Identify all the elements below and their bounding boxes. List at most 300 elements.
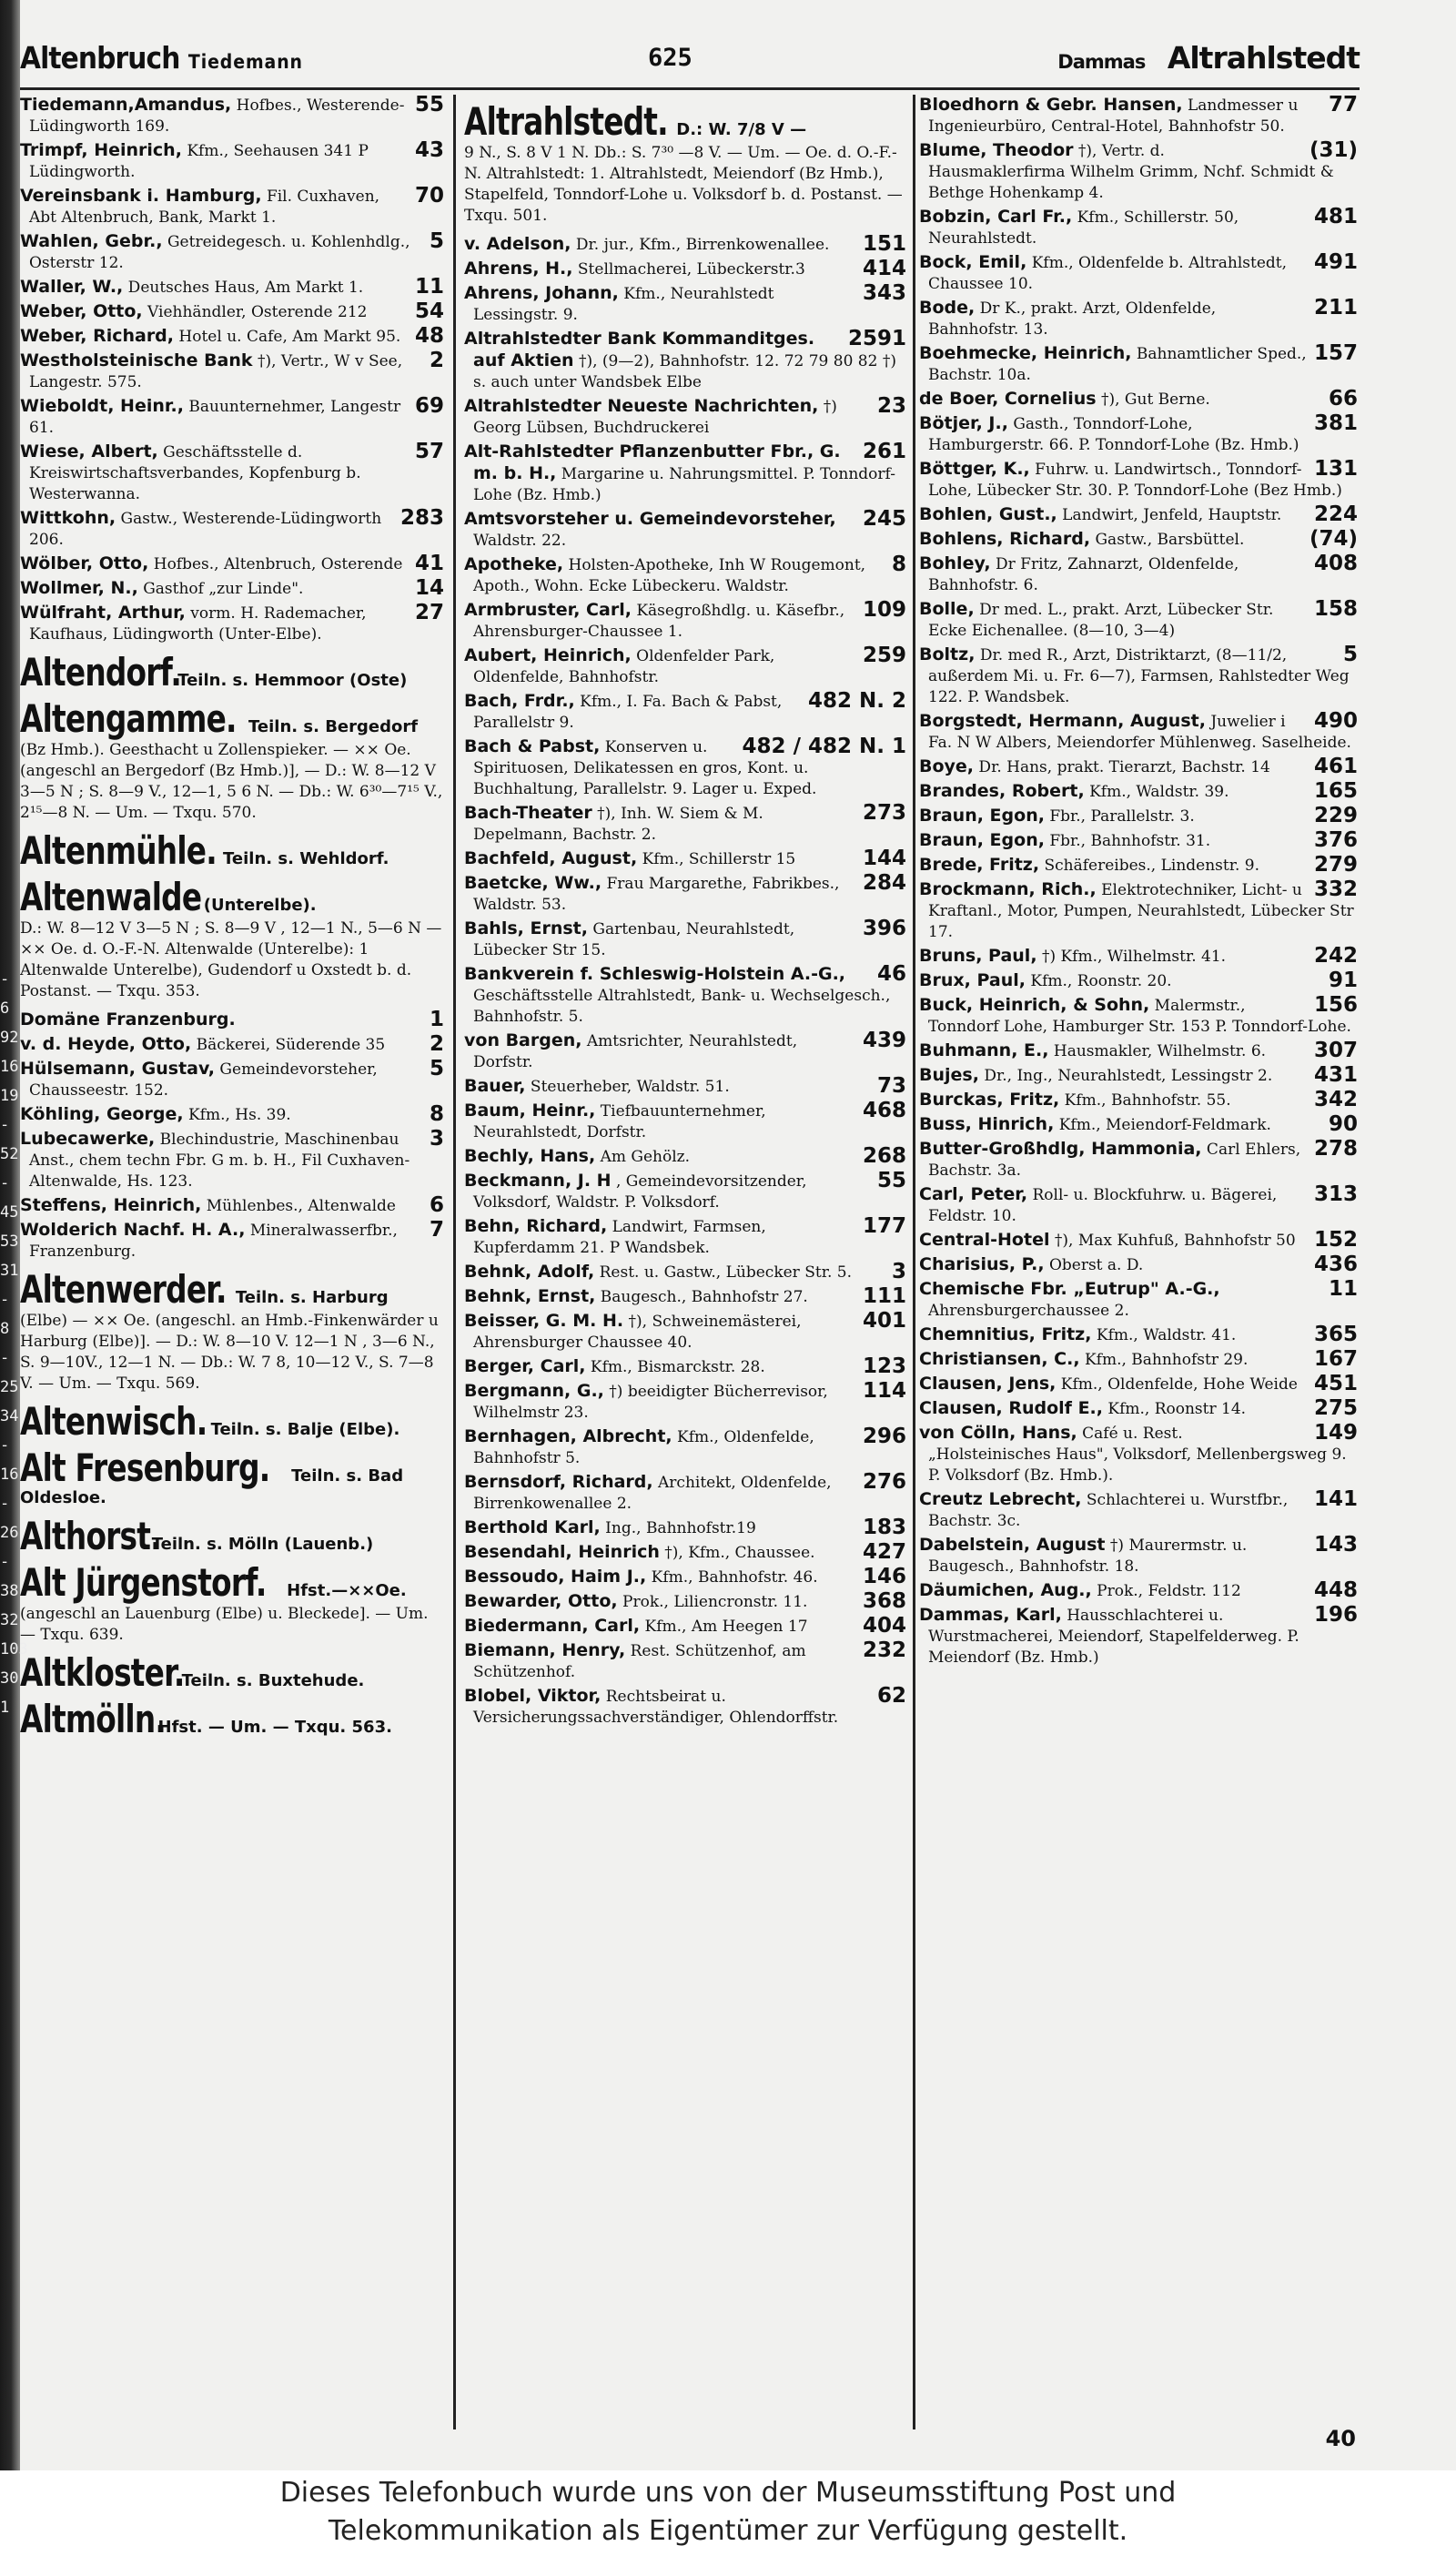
subscriber-name: Amtsvorsteher u. Gemeindevorsteher,	[464, 509, 836, 529]
subscriber-name: Buhmann, E.,	[919, 1040, 1049, 1060]
phone-number: 482 N. 2	[807, 689, 906, 713]
footer-mark: 40	[1325, 2426, 1356, 2451]
edge-number: 16	[0, 1058, 19, 1076]
phone-number: 167	[1313, 1347, 1358, 1371]
phone-number: 27	[414, 601, 444, 624]
subscriber-name: Ahrens, Johann,	[464, 283, 619, 303]
listing-entry	[464, 848, 908, 870]
place-reference: Teiln. s. Buxtehude.	[176, 1671, 365, 1690]
listing-entry	[464, 1311, 908, 1354]
phone-number: 279	[1313, 853, 1358, 877]
phone-number: 196	[1313, 1603, 1358, 1627]
subscriber-name: Behn, Richard,	[464, 1216, 608, 1236]
subscriber-details: Kfm., I. Fa. Bach & Pabst, Parallelstr 9.	[473, 693, 783, 732]
listing-entry	[919, 1139, 1360, 1182]
place-office-details: D.: W. 8—12 V 3—5 N ; S. 8—9 V , 12—1 N., 5—6 N — ×× Oe. d. O.-F.-N. Altenwalde (Unterelbe): 1 Altenwalde Unterelbe), Gudendorf u Oxstedt b. d. Postanst. — Txqu. 353.	[20, 919, 442, 1000]
listing-entry	[20, 396, 446, 439]
listing-entry	[919, 806, 1360, 827]
phone-number: 1	[429, 1008, 444, 1031]
phone-number: 90	[1328, 1112, 1358, 1136]
subscriber-name: Domäne Franzenburg.	[20, 1009, 236, 1030]
phone-number: 70	[414, 184, 444, 208]
subscriber-name: Clausen, Jens,	[919, 1374, 1057, 1394]
listing-entry	[464, 1286, 908, 1308]
edge-number: -	[0, 1116, 10, 1134]
subscriber-details: Blechindustrie, Maschinenbau Anst., chem techn Fbr. G m. b. H., Fil Cuxhaven-Altenwalde, Hs. 123.	[29, 1131, 410, 1191]
subscriber-details: Juwelier i Fa. N W Albers, Meiendorfer Mühlenweg. Saselheide.	[928, 713, 1351, 752]
listing-entry	[919, 298, 1360, 340]
place-heading	[20, 1560, 446, 1646]
listing-entry	[919, 389, 1360, 411]
subscriber-name: de Boer, Cornelius	[919, 389, 1097, 409]
subscriber-details: Kfm., Seehausen 341 P Lüdingworth.	[29, 142, 369, 181]
subscriber-details: Kfm., Oldenfelde, Bahnhofstr 5.	[473, 1428, 814, 1467]
edge-number: 1	[0, 1699, 10, 1717]
place-name: Altendorf.	[20, 650, 182, 695]
listing-entry	[919, 413, 1360, 456]
phone-number: 7	[429, 1218, 444, 1242]
phone-number: 46	[876, 962, 906, 986]
subscriber-details: Konserven u. Spirituosen, Delikatessen en gros, Kont. u. Buchhaltung, Parallelstr. 9. Lager u. Exped.	[473, 738, 817, 798]
subscriber-name: Ahrens, H.,	[464, 259, 573, 279]
edge-number: 38	[0, 1582, 19, 1600]
listing-entry	[464, 1262, 908, 1283]
subscriber-details: Margarine u. Nahrungsmittel. P. Tonndorf-Lohe (Bz. Hmb.)	[473, 465, 895, 504]
subscriber-details: Malermstr., Tonndorf Lohe, Hamburger Str. 153 P. Tonndorf-Lohe.	[928, 997, 1351, 1036]
phone-number: 144	[862, 847, 906, 870]
subscriber-name: Alt-Rahlstedter Pflanzenbutter Fbr., G. m. b. H.,	[464, 441, 841, 483]
subscriber-details: Bauunternehmer, Langestr 61.	[29, 398, 401, 437]
header-right-title: Altrahlstedt	[1167, 40, 1360, 76]
edge-number: 30	[0, 1669, 19, 1688]
phone-number: 11	[414, 275, 444, 299]
subscriber-details: vorm. H. Rademacher, Kaufhaus, Lüdingworth (Unter-Elbe).	[29, 604, 367, 644]
listing-entry	[919, 1254, 1360, 1276]
listing-entry	[464, 600, 908, 643]
listing-entry	[919, 1324, 1360, 1346]
listing-entry	[919, 529, 1360, 551]
subscriber-details: Schäfereibes., Lindenstr. 9.	[1039, 857, 1259, 875]
place-heading	[20, 1445, 446, 1509]
listing-entry	[919, 207, 1360, 249]
place-heading	[20, 696, 446, 824]
listing-entry	[464, 645, 908, 688]
phone-number: 6	[429, 1193, 444, 1217]
place-reference: Teiln. s. Harburg	[229, 1288, 389, 1307]
subscriber-details: Kfm., Schillerstr 15	[637, 850, 796, 868]
subscriber-details: Baugesch., Bahnhofstr 27.	[595, 1288, 808, 1306]
subscriber-name: Besendahl, Heinrich	[464, 1542, 660, 1562]
listing-entry	[464, 1426, 908, 1469]
phone-number: 165	[1313, 779, 1358, 803]
subscriber-name: Bohlen, Gust.,	[919, 504, 1057, 524]
subscriber-name: Bach, Frdr.,	[464, 691, 575, 711]
phone-number: 482 / 482 N. 1	[742, 735, 906, 758]
subscriber-details: Fbr., Bahnhofstr. 31.	[1044, 832, 1211, 850]
page-number: 625	[648, 44, 693, 72]
phone-number: 448	[1313, 1578, 1358, 1602]
subscriber-name: Bauer,	[464, 1076, 526, 1096]
subscriber-details: Landwirt, Jenfeld, Hauptstr.	[1057, 506, 1282, 524]
subscriber-name: Weber, Otto,	[20, 301, 143, 321]
subscriber-name: Wolderich Nachf. H. A.,	[20, 1220, 246, 1240]
subscriber-details: Hofbes., Westerende-Lüdingworth 169.	[29, 96, 405, 136]
listing-entry	[919, 1230, 1360, 1252]
phone-number: 381	[1313, 411, 1358, 435]
subscriber-details: Kfm., Hs. 39.	[183, 1106, 291, 1124]
subscriber-details: Hofbes., Altenbruch, Osterende	[148, 555, 403, 573]
subscriber-details: Kfm., Roonstr. 20.	[1025, 972, 1172, 990]
listing-entry	[919, 1349, 1360, 1371]
phone-number: 490	[1313, 709, 1358, 733]
subscriber-details: Kfm., Neurahlstedt Lessingstr. 9.	[473, 285, 774, 324]
phone-number: 152	[1313, 1228, 1358, 1252]
subscriber-details: †) Georg Lübsen, Buchdruckerei	[473, 398, 837, 437]
phone-number: 14	[414, 576, 444, 600]
listing-entry	[464, 1216, 908, 1259]
phone-number: (74)	[1309, 527, 1358, 551]
phone-number: 41	[414, 552, 444, 575]
subscriber-name: Böttger, K.,	[919, 459, 1030, 479]
listing-entry	[464, 1591, 908, 1613]
place-heading	[20, 650, 446, 695]
phone-number: 66	[1328, 387, 1358, 411]
subscriber-name: Aubert, Heinrich,	[464, 645, 632, 665]
listing-entry	[919, 970, 1360, 992]
phone-number: 481	[1313, 205, 1358, 228]
phone-number: 69	[414, 394, 444, 418]
subscriber-details: †), Gut Berne.	[1096, 390, 1210, 409]
place-heading	[20, 875, 446, 1002]
listing-entry	[20, 1129, 446, 1192]
place-name: Alt Fresenburg.	[20, 1445, 270, 1490]
subscriber-name: Bach & Pabst,	[464, 736, 601, 756]
subscriber-details: Kfm., Oldenfelde, Hohe Weide	[1056, 1375, 1298, 1394]
header-left	[20, 40, 303, 76]
phone-number: 276	[862, 1470, 906, 1494]
subscriber-details: Oberst a. D.	[1044, 1256, 1144, 1274]
phone-number: 123	[862, 1354, 906, 1378]
listing-entry	[464, 736, 908, 800]
subscriber-details: Kfm., Schillerstr. 50, Neurahlstedt.	[928, 208, 1239, 248]
subscriber-details: Schlachterei u. Wurstfbr., Bachstr. 3c.	[928, 1491, 1289, 1530]
phone-number: 268	[862, 1144, 906, 1168]
subscriber-details: Oldenfelder Park, Oldenfelde, Bahnhofstr.	[473, 647, 775, 686]
listing-entry	[919, 459, 1360, 502]
listing-entry	[464, 283, 908, 326]
listing-entry	[464, 1616, 908, 1638]
subscriber-name: Dammas, Karl,	[919, 1605, 1062, 1625]
place-reference: Teiln. s. Wehldorf.	[217, 849, 389, 868]
subscriber-details: Gemeindevorsteher, Chausseestr. 152.	[29, 1060, 378, 1100]
place-reference: Teiln. s. Balje (Elbe).	[205, 1420, 400, 1439]
listing-entry	[20, 350, 446, 393]
listing-entry	[20, 326, 446, 348]
phone-number: 5	[429, 1057, 444, 1080]
phone-number: 273	[862, 801, 906, 825]
place-name: Altmölln.	[20, 1697, 167, 1741]
subscriber-name: Vereinsbank i. Hamburg,	[20, 186, 262, 206]
subscriber-details: Frau Margarethe, Fabrikbes., Waldstr. 53.	[473, 875, 840, 914]
edge-number: -	[0, 1495, 10, 1513]
subscriber-details: Roll- u. Blockfuhrw. u. Bägerei, Feldstr. 10.	[928, 1186, 1278, 1225]
listing-entry	[20, 301, 446, 323]
place-reference: Hfst. — Um. — Txqu. 563.	[152, 1718, 392, 1737]
subscriber-name: Bode,	[919, 298, 976, 318]
listing-entry	[919, 1398, 1360, 1420]
subscriber-details: Amtsrichter, Neurahlstedt, Dorfstr.	[473, 1032, 798, 1071]
edge-number: 92	[0, 1029, 19, 1047]
subscriber-name: Steffens, Heinrich,	[20, 1195, 202, 1215]
place-name: Altenwerder.	[20, 1267, 227, 1312]
subscriber-details: †), Inh. W. Siem & M. Depelmann, Bachstr. 2.	[473, 805, 763, 844]
subscriber-name: Tiedemann,Amandus,	[20, 95, 232, 115]
place-reference: Teiln. s. Bad Oldesloe.	[20, 1466, 404, 1507]
subscriber-name: Brandes, Robert,	[919, 781, 1085, 801]
phone-number: 157	[1313, 341, 1358, 365]
subscriber-details: Waldstr. 22.	[473, 532, 567, 550]
place-name: Altengamme.	[20, 696, 237, 741]
phone-number: 408	[1313, 552, 1358, 575]
phone-number: 229	[1313, 804, 1358, 827]
listing-entry	[464, 259, 908, 280]
phone-number: 8	[891, 553, 906, 576]
phone-number: 307	[1313, 1039, 1358, 1062]
subscriber-name: Trimpf, Heinrich,	[20, 140, 182, 160]
edge-number: 25	[0, 1378, 19, 1396]
subscriber-details: Landwirt, Farmsen, Kupferdamm 21. P Wandsbek.	[473, 1218, 766, 1257]
subscriber-name: Brockmann, Rich.,	[919, 879, 1097, 899]
listing-entry	[464, 691, 908, 734]
phone-number: 73	[876, 1074, 906, 1098]
listing-entry	[919, 1040, 1360, 1062]
subscriber-name: Köhling, George,	[20, 1104, 184, 1124]
edge-number: -	[0, 1553, 10, 1571]
header-right-sub: Dammas	[1057, 51, 1146, 73]
subscriber-name: Bötjer, J.,	[919, 413, 1008, 433]
listing-entry	[919, 1605, 1360, 1668]
subscriber-name: Christiansen, C.,	[919, 1349, 1080, 1369]
listing-entry	[464, 1640, 908, 1683]
place-name: Altenmühle.	[20, 828, 217, 873]
subscriber-details: Dr., Ing., Neurahlstedt, Lessingstr 2.	[978, 1067, 1273, 1085]
subscriber-details: Hausschlachterei u. Wurstmacherei, Meiendorf, Stapelfelderweg. P. Meiendorf (Bz. Hmb.)	[928, 1607, 1299, 1667]
listing-entry	[20, 140, 446, 183]
subscriber-details: †) Kfm., Wilhelmstr. 41.	[1036, 948, 1227, 966]
subscriber-name: Bolle,	[919, 599, 975, 619]
subscriber-details: Café u. Rest. „Holsteinisches Haus", Volksdorf, Mellenbergsweg 9. P. Volksdorf (Bz. Hmb.).	[928, 1425, 1347, 1485]
header-left-title: Altenbruch	[20, 40, 180, 76]
subscriber-name: Boltz,	[919, 644, 976, 664]
subscriber-name: Bohley,	[919, 553, 991, 573]
subscriber-details: Geschäftsstelle Altrahlstedt, Bank- u. Wechselgesch., Bahnhofstr. 5.	[473, 987, 891, 1026]
listing-entry	[464, 964, 908, 1028]
subscriber-details: Kfm., Meiendorf-Feldmark.	[1054, 1116, 1271, 1134]
subscriber-name: Boehmecke, Heinrich,	[919, 343, 1132, 363]
subscriber-name: Brede, Fritz,	[919, 855, 1040, 875]
phone-number: 491	[1313, 250, 1358, 274]
subscriber-details: Dr. jur., Kfm., Birrenkowenallee.	[571, 236, 830, 254]
place-office-details: (angeschl an Lauenburg (Elbe) u. Bleckede]. — Um. — Txqu. 639.	[20, 1605, 429, 1644]
subscriber-details: Bäckerei, Süderende 35	[191, 1036, 386, 1054]
place-heading	[20, 1399, 446, 1444]
listing-entry	[464, 873, 908, 916]
subscriber-name: von Bargen,	[464, 1030, 582, 1050]
phone-number: 143	[1313, 1533, 1358, 1557]
subscriber-details: Fbr., Parallelstr. 3.	[1044, 807, 1195, 826]
subscriber-details: Fil. Cuxhaven, Abt Altenbruch, Bank, Markt 1.	[29, 188, 380, 227]
phone-number: 211	[1313, 296, 1358, 320]
subscriber-name: Baum, Heinr.,	[464, 1100, 596, 1121]
listing-entry	[20, 441, 446, 505]
subscriber-name: Bewarder, Otto,	[464, 1591, 618, 1611]
listing-entry	[919, 711, 1360, 754]
listing-entry	[20, 1195, 446, 1217]
edge-number: -	[0, 1291, 10, 1309]
phone-number: 183	[862, 1516, 906, 1539]
subscriber-name: Biemann, Henry,	[464, 1640, 626, 1660]
subscriber-details: Rest. Schützenhof, am Schützenhof.	[473, 1642, 806, 1681]
subscriber-details: Kfm., Waldstr. 41.	[1091, 1326, 1237, 1344]
subscriber-name: Bruns, Paul,	[919, 946, 1037, 966]
subscriber-details: Dr K., prakt. Arzt, Oldenfelde, Bahnhofstr. 13.	[928, 299, 1217, 339]
phone-number: 439	[862, 1029, 906, 1052]
subscriber-details: Dr Fritz, Zahnarzt, Oldenfelde, Bahnhofstr. 6.	[928, 555, 1239, 594]
subscriber-name: Burckas, Fritz,	[919, 1090, 1060, 1110]
listing-entry	[919, 1090, 1360, 1111]
subscriber-details: Landmesser u Ingenieurbüro, Central-Hotel, Bahnhofstr 50.	[928, 96, 1299, 136]
listing-entry	[20, 1059, 446, 1101]
phone-number: 43	[414, 138, 444, 162]
subscriber-details: †), Max Kuhfuß, Bahnhofstr 50	[1049, 1232, 1296, 1250]
subscriber-name: Bahls, Ernst,	[464, 918, 588, 938]
listing-entry	[919, 95, 1360, 137]
place-name: Alt Jürgenstorf.	[20, 1560, 267, 1605]
phone-number: 275	[1313, 1396, 1358, 1420]
place-office-details: (Bz Hmb.). Geesthacht u Zollenspieker. — ×× Oe. (angeschl an Bergedorf (Bz Hmb.)], — D.: W. 8—12 V 3—5 N ; S. 8—9 V., 12—1, 5 6 N. — Db.: W. 6³⁰—7¹⁵ V., 2¹⁵—8 N. — Um. — Txqu. 570.	[20, 741, 443, 822]
subscriber-details: Hotel u. Cafe, Am Markt 95.	[174, 328, 401, 346]
listing-entry	[464, 1542, 908, 1564]
phone-number: 2591	[847, 327, 906, 350]
listing-entry	[20, 578, 446, 600]
subscriber-name: Lubecawerke,	[20, 1129, 156, 1149]
listing-entry	[919, 504, 1360, 526]
phone-number: 146	[862, 1565, 906, 1588]
listing-entry	[20, 1009, 446, 1031]
phone-number: 431	[1313, 1063, 1358, 1087]
subscriber-details: Kfm., Bahnhofstr. 46.	[646, 1568, 818, 1587]
phone-number: 48	[414, 324, 444, 348]
listing-entry	[919, 879, 1360, 943]
subscriber-name: Buck, Heinrich, & Sohn,	[919, 995, 1150, 1015]
listing-entry	[464, 1686, 908, 1729]
place-reference: Teiln. s. Hemmoor (Oste)	[171, 671, 408, 690]
listing-entry	[919, 1423, 1360, 1486]
phone-number: 3	[429, 1127, 444, 1151]
edge-number: 6	[0, 999, 10, 1018]
phone-number: 91	[1328, 969, 1358, 992]
phone-number: 313	[1313, 1182, 1358, 1206]
subscriber-details: Tiefbauunternehmer, Neurahlstedt, Dorfstr.	[473, 1102, 766, 1141]
subscriber-name: Buss, Hinrich,	[919, 1114, 1055, 1134]
phone-number: 468	[862, 1099, 906, 1122]
subscriber-name: Berthold Karl,	[464, 1517, 601, 1537]
listing-entry	[919, 1580, 1360, 1602]
place-heading	[20, 1650, 446, 1695]
place-heading	[20, 828, 446, 873]
phone-number: 114	[862, 1379, 906, 1403]
listing-entry	[20, 95, 446, 137]
subscriber-name: Biedermann, Carl,	[464, 1616, 641, 1636]
subscriber-name: Wölber, Otto,	[20, 553, 149, 573]
phone-number: 11	[1328, 1277, 1358, 1301]
subscriber-details: Hausmakler, Wilhelmstr. 6.	[1048, 1042, 1267, 1060]
subscriber-name: Wiese, Albert,	[20, 441, 158, 462]
subscriber-name: Borgstedt, Hermann, August,	[919, 711, 1206, 731]
subscriber-details: Carl Ehlers, Bachstr. 3a.	[928, 1141, 1301, 1180]
subscriber-details: Geschäftsstelle d. Kreiswirtschaftsverbandes, Kopfenburg b. Westerwanna.	[29, 443, 361, 503]
listing-entry	[464, 1100, 908, 1143]
subscriber-details: Viehhändler, Osterende 212	[142, 303, 368, 321]
phone-number: 131	[1313, 457, 1358, 481]
subscriber-details: Bahnamtlicher Sped., Bachstr. 10a.	[928, 345, 1307, 384]
listing-entry	[464, 1567, 908, 1588]
column-2	[464, 95, 908, 2429]
phone-number: 111	[862, 1284, 906, 1308]
subscriber-details: Kfm., Am Heegen 17	[640, 1618, 808, 1636]
place-heading	[464, 99, 908, 227]
subscriber-details: Gasth., Tonndorf-Lohe, Hamburgerstr. 66. P. Tonndorf-Lohe (Bz. Hmb.)	[928, 415, 1299, 454]
subscriber-name: Brux, Paul,	[919, 970, 1026, 990]
phone-number: 296	[862, 1425, 906, 1448]
subscriber-details: †), Kfm., Chaussee.	[659, 1544, 815, 1562]
phone-number: 401	[862, 1309, 906, 1333]
phone-number: 342	[1313, 1088, 1358, 1111]
subscriber-details: Dr med. L., prakt. Arzt, Lübecker Str. Ecke Eichenallee. (8—10, 3—4)	[928, 601, 1274, 640]
subscriber-details: Steuerheber, Waldstr. 51.	[525, 1078, 730, 1096]
place-office-details: 9 N., S. 8 V 1 N. Db.: S. 7³⁰ —8 V. — Um. — Oe. d. O.-F.-N. Altrahlstedt: 1. Altrahlstedt, Meiendorf (Bz Hmb.), Stapelfeld, Tonndorf-Lohe u. Volksdorf b. d. Postanst. — Txqu. 501.	[464, 144, 903, 225]
subscriber-details: Kfm., Roonstr 14.	[1102, 1400, 1247, 1418]
subscriber-name: Butter-Großhdlg, Hammonia,	[919, 1139, 1202, 1159]
listing-entry	[464, 1146, 908, 1168]
subscriber-details: †), Vertr., W v See, Langestr. 575.	[29, 352, 403, 391]
subscriber-name: Bernhagen, Albrecht,	[464, 1426, 672, 1446]
listing-entry	[464, 1030, 908, 1073]
listing-entry	[464, 554, 908, 597]
phone-number: 151	[862, 232, 906, 256]
subscriber-name: Carl, Peter,	[919, 1184, 1028, 1204]
place-reference: D.: W. 7/8 V —	[671, 120, 807, 139]
phone-number: 245	[862, 507, 906, 531]
listing-entry	[919, 343, 1360, 386]
phone-number: 259	[862, 644, 906, 667]
phone-number: 261	[862, 440, 906, 463]
subscriber-details: Kfm., Bismarckstr. 28.	[585, 1358, 765, 1376]
subscriber-name: Berger, Carl,	[464, 1356, 586, 1376]
subscriber-name: v. Adelson,	[464, 234, 571, 254]
subscriber-name: Bujes,	[919, 1065, 979, 1085]
phone-number: 158	[1313, 597, 1358, 621]
subscriber-details: Ing., Bahnhofstr.19	[600, 1519, 756, 1537]
edge-number: 34	[0, 1407, 19, 1425]
edge-number: -	[0, 1349, 10, 1367]
subscriber-details: Kfm., Bahnhofstr 29.	[1079, 1351, 1249, 1369]
listing-entry	[464, 1517, 908, 1539]
edge-number: 19	[0, 1087, 19, 1105]
phone-number: 3	[891, 1260, 906, 1283]
listing-entry	[919, 1114, 1360, 1136]
listing-entry	[919, 1279, 1360, 1322]
